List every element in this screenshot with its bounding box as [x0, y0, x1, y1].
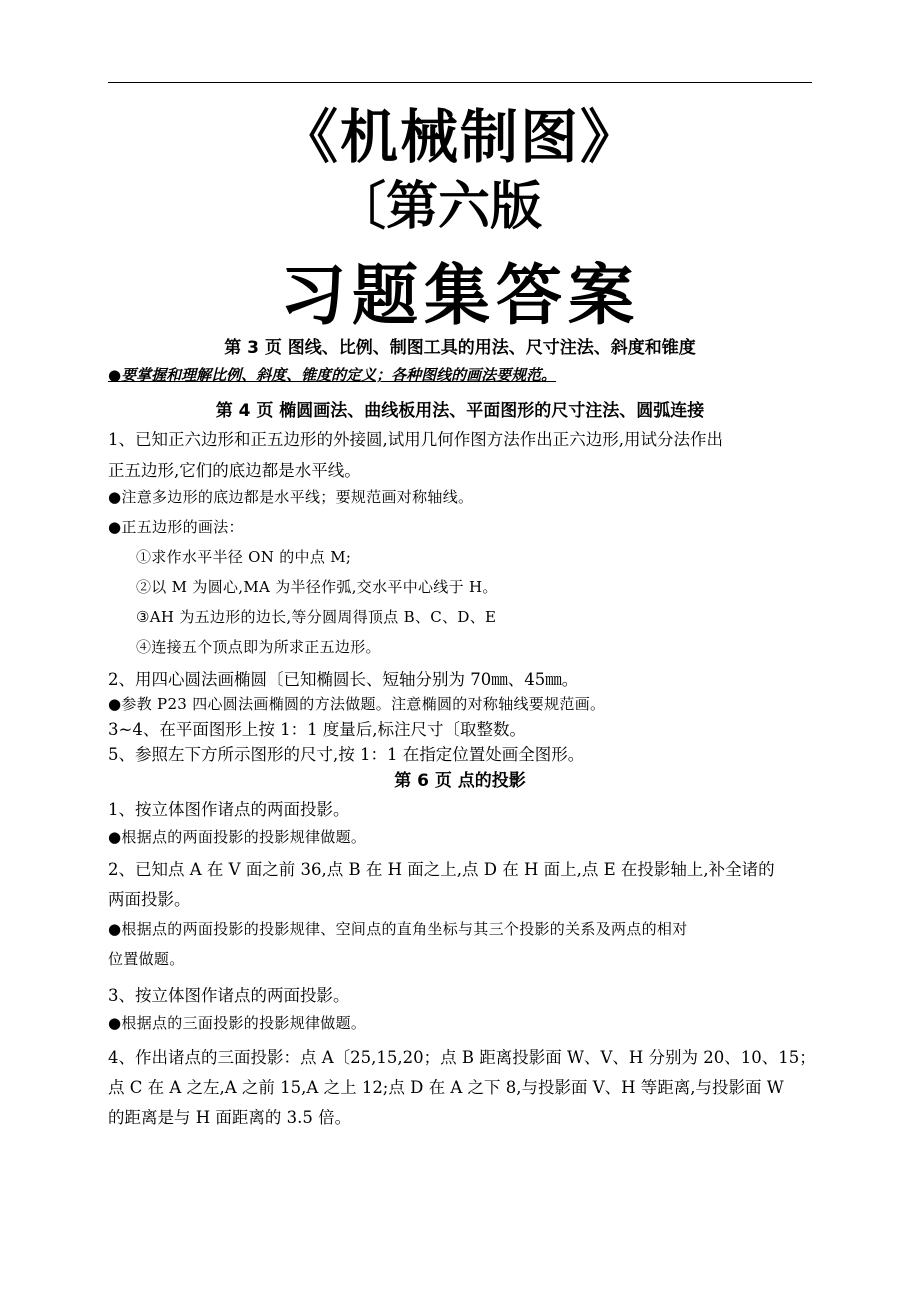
note-p3 [108, 364, 820, 385]
p6-note1: ● 根据点的两面投影的投影规律做题。 [108, 826, 820, 847]
p6-q3: 3、按立体图作诸点的两面投影。 [108, 986, 350, 1005]
p4-q1-line1: 1、已知正六边形和正五边形的外接圆,试用几何作图方法作出正六边形,用试分法作出 [108, 430, 723, 449]
p6-q4-line2: 点 C 在 A 之左,A 之前 15,A 之上 12;点 D 在 A 之下 8,与投影面 V、H 等距离,与投影面 W [108, 1078, 784, 1097]
p4-q34: 3~4、在平面图形上按 1：1 度量后,标注尺寸〔取整数。 [108, 720, 527, 739]
p6-q1: 1、按立体图作诸点的两面投影。 [108, 800, 350, 819]
title-line-1: 《机械制图》 [279, 103, 640, 171]
p4-q1-line2: 正五边形,它们的底边都是水平线。 [108, 461, 361, 480]
p4-step4: ④连接五个顶点即为所求正五边形。 [136, 638, 381, 656]
section-heading-p3: 第 3 页 图线、比例、制图工具的用法、尺寸注法、斜度和锥度 [224, 338, 696, 358]
top-rule [108, 82, 812, 83]
p6-q4-line3: 的距离是与 H 面距离的 3.5 倍。 [108, 1108, 352, 1127]
p6-q2-line2: 两面投影。 [108, 890, 191, 909]
title-line-3: 习题集答案 [280, 257, 640, 334]
p6-note2-line1: ● 根据点的两面投影的投影规律、空间点的直角坐标与其三个投影的关系及两点的相对 [108, 918, 820, 939]
p4-q5: 5、参照左下方所示图形的尺寸,按 1：1 在指定位置处画全图形。 [108, 745, 585, 764]
p4-step2: ②以 M 为圆心,MA 为半径作弧,交水平中心线于 H。 [136, 578, 498, 596]
p6-q4-line1: 4、作出诸点的三面投影：点 A〔25,15,20；点 B 距离投影面 W、V、H 分别为 20、10、15； [108, 1048, 816, 1067]
p4-note2: ● 正五边形的画法： [108, 516, 820, 537]
p6-note2-line2: 位置做题。 [108, 950, 185, 968]
p6-note3: ● 根据点的三面投影的投影规律做题。 [108, 1012, 820, 1033]
note-p3-text: ● 要掌握和理解比例、斜度、锥度的定义；各种图线的画法要规范。 [108, 366, 556, 384]
p4-step1: ①求作水平半径 ON 的中点 M; [136, 548, 352, 566]
section-heading-p6: 第 6 页 点的投影 [394, 771, 526, 791]
p6-q2-line1: 2、已知点 A 在 V 面之前 36,点 B 在 H 面之上,点 D 在 H 面上,点 E 在投影轴上,补全诸的 [108, 860, 775, 879]
p4-note1: ● 注意多边形的底边都是水平线；要规范画对称轴线。 [108, 486, 820, 507]
p4-step3: ③AH 为五边形的边长,等分圆周得顶点 B、C、D、E [136, 608, 497, 626]
section-heading-p4: 第 4 页 椭圆画法、曲线板用法、平面图形的尺寸注法、圆弧连接 [215, 401, 705, 421]
p4-q2: 2、用四心圆法画椭圆〔已知椭圆长、短轴分别为 70㎜、45㎜。 [108, 670, 579, 689]
p4-note3: ● 参教 P23 四心圆法画椭圆的方法做题。注意椭圆的对称轴线要规范画。 [108, 693, 820, 714]
title-line-2: 〔第六版 [333, 177, 542, 237]
